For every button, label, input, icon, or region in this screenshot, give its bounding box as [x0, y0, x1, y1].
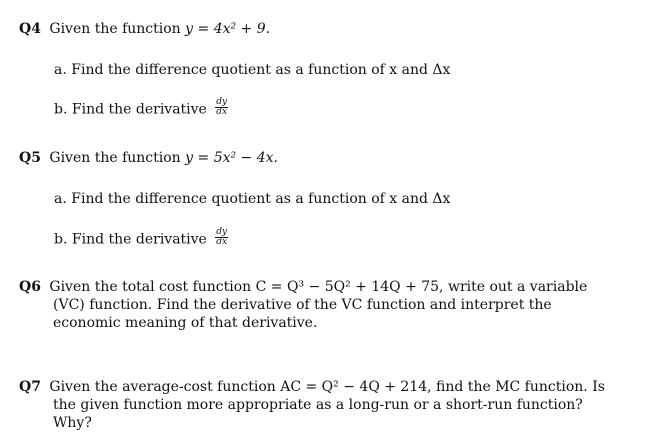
part-label: a.	[54, 191, 67, 207]
q4-part-a	[54, 61, 450, 79]
part-label: b.	[54, 231, 68, 248]
question-text: Given the average-cost function AC = Q² − 4Q + 214, find the MC function. Is the given function more appropriate as a long-run or a short-run function? Why?	[49, 379, 605, 431]
question-number: Q4	[19, 21, 41, 37]
fraction-denominator: dx	[216, 107, 228, 117]
q5-part-a	[54, 190, 450, 208]
question-number: Q7	[19, 379, 41, 395]
q4-part-b	[54, 97, 228, 119]
question-function: y = 5x² − 4x.	[185, 150, 278, 166]
question-q5	[19, 149, 609, 167]
part-label: b.	[54, 101, 68, 118]
question-number: Q5	[19, 150, 41, 166]
part-text: Find the difference quotient as a function of x and Δx	[71, 191, 451, 207]
question-q4	[19, 20, 609, 38]
question-q7	[19, 378, 609, 432]
question-q6	[19, 278, 609, 332]
question-text: Given the function	[49, 150, 181, 166]
question-text: Given the total cost function C = Q³ − 5Q² + 14Q + 75, write out a variable (VC) function. Find the derivative of the VC function and interpret the economic meaning of that derivative.	[49, 279, 588, 331]
part-text: Find the derivative	[71, 231, 207, 248]
question-function: y = 4x² + 9.	[185, 21, 271, 37]
derivative-fraction	[215, 98, 228, 117]
question-number: Q6	[19, 279, 41, 295]
part-text: Find the derivative	[71, 101, 207, 118]
fraction-denominator: dx	[216, 237, 228, 247]
part-text: Find the difference quotient as a function of x and Δx	[71, 62, 451, 78]
fraction-numerator: dy	[216, 227, 228, 237]
derivative-fraction	[215, 228, 228, 247]
fraction-numerator: dy	[216, 97, 228, 107]
question-text: Given the function	[49, 21, 181, 37]
part-label: a.	[54, 62, 67, 78]
q5-part-b	[54, 227, 228, 249]
